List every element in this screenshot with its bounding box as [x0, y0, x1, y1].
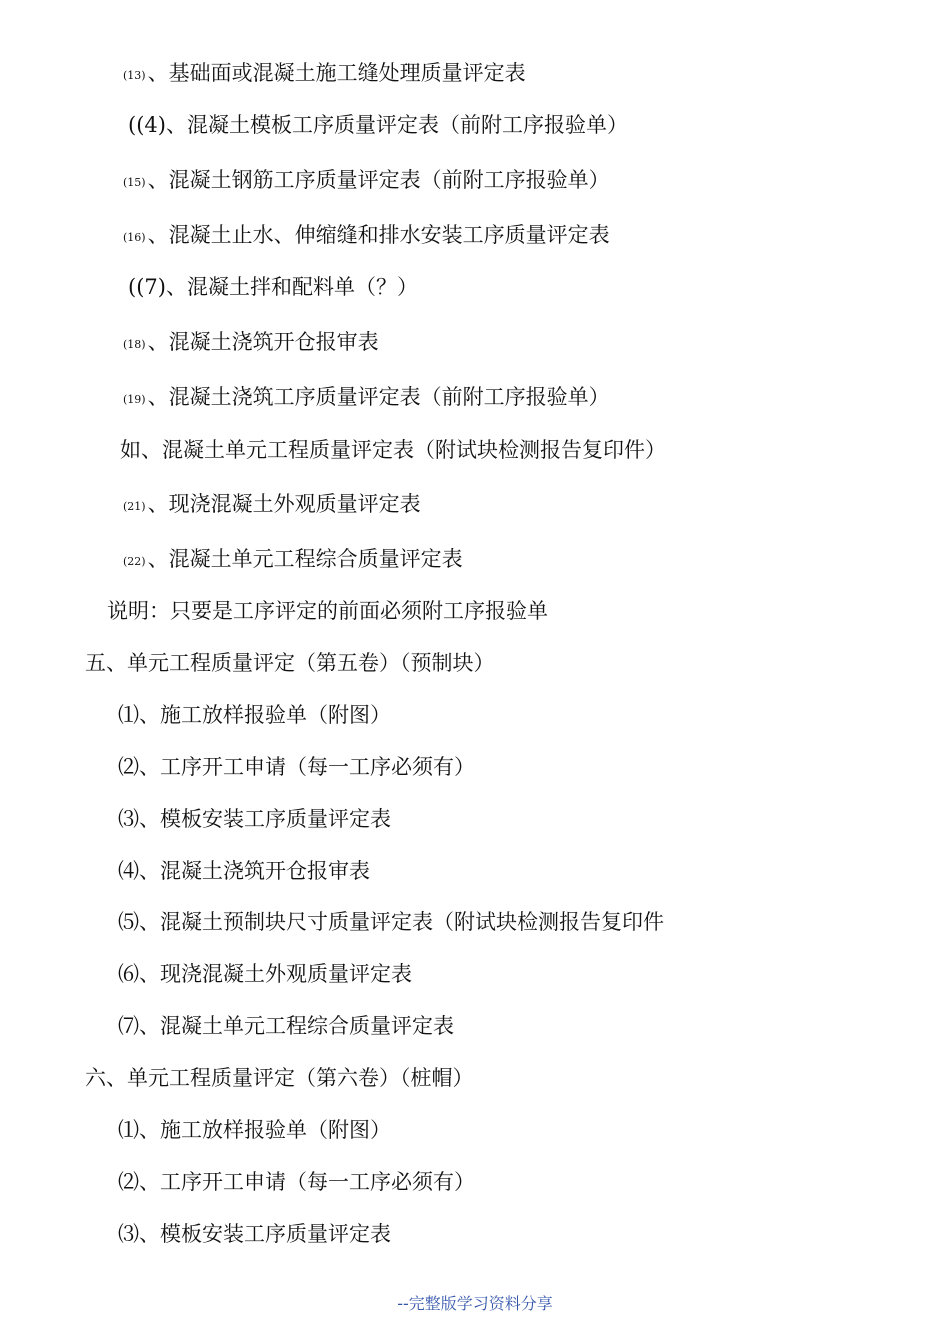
list-item: (18)、混凝土浇筑开仓报审表: [123, 330, 379, 354]
list-item: (22)、混凝土单元工程综合质量评定表: [123, 547, 463, 571]
list-item: ⑸、混凝土预制块尺寸质量评定表（附试块检测报告复印件: [118, 910, 664, 934]
section-heading: 六、单元工程质量评定（第六卷）（桩帽）: [85, 1066, 474, 1090]
list-item: (19)、混凝土浇筑工序质量评定表（前附工序报验单）: [123, 385, 610, 409]
list-item: ⑵、工序开工申请（每一工序必须有）: [118, 1170, 475, 1194]
list-item: ⑶、模板安装工序质量评定表: [118, 807, 391, 831]
list-item: ⑴、施工放样报验单（附图）: [118, 1118, 391, 1142]
list-item: ((4)、混凝土模板工序质量评定表（前附工序报验单）: [128, 113, 628, 137]
list-item: (21)、现浇混凝土外观质量评定表: [123, 492, 421, 516]
note-text: 说明：只要是工序评定的前面必须附工序报验单: [107, 599, 548, 623]
list-item: (16)、混凝土止水、伸缩缝和排水安装工序质量评定表: [123, 223, 610, 247]
list-item: ⑹、现浇混凝土外观质量评定表: [118, 962, 412, 986]
list-item: ⑺、混凝土单元工程综合质量评定表: [118, 1014, 454, 1038]
list-item: ⑴、施工放样报验单（附图）: [118, 703, 391, 727]
list-item: ⑵、工序开工申请（每一工序必须有）: [118, 755, 475, 779]
section-heading: 五、单元工程质量评定（第五卷）（预制块）: [85, 651, 495, 675]
list-item: (13)、基础面或混凝土施工缝处理质量评定表: [123, 61, 526, 85]
list-item: 如、混凝土单元工程质量评定表（附试块检测报告复印件）: [120, 438, 666, 462]
list-item: (15)、混凝土钢筋工序质量评定表（前附工序报验单）: [123, 168, 610, 192]
list-item: ⑷、混凝土浇筑开仓报审表: [118, 859, 370, 883]
list-item: ((7)、混凝土拌和配料单（？）: [128, 275, 418, 299]
page-footer: --完整版学习资料分享: [397, 1294, 553, 1313]
list-item: ⑶、模板安装工序质量评定表: [118, 1222, 391, 1246]
